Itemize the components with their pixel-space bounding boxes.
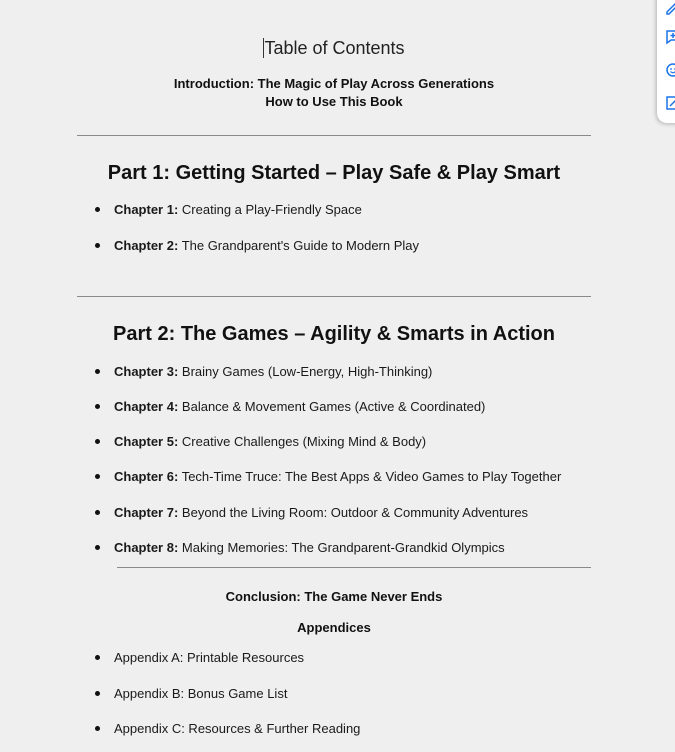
bullet [95, 207, 100, 212]
emoji-icon[interactable] [665, 62, 675, 78]
divider [117, 567, 591, 568]
appendices-heading: Appendices [297, 620, 371, 635]
suggest-edit-icon[interactable] [665, 95, 675, 111]
bullet [95, 243, 100, 248]
part-1-heading: Part 1: Getting Started – Play Safe & Play Smart [107, 162, 561, 184]
divider [77, 135, 591, 136]
appendix-item: Appendix C: Resources & Further Reading [114, 721, 361, 736]
bullet [95, 691, 100, 696]
bullet [95, 369, 100, 374]
appendix-item: Appendix B: Bonus Game List [114, 686, 288, 701]
toc-title[interactable]: Table of Contents [264, 38, 405, 58]
appendix-item: Appendix A: Printable Resources [114, 650, 305, 665]
edit-icon[interactable] [665, 0, 675, 16]
bullet [95, 726, 100, 731]
chapter-item: Chapter 7: Beyond the Living Room: Outdoor & Community Adventures [114, 505, 529, 520]
bullet [95, 545, 100, 550]
bullet [95, 439, 100, 444]
conclusion-heading: Conclusion: The Game Never Ends [225, 589, 443, 604]
chapter-item: Chapter 4: Balance & Movement Games (Active & Coordinated) [114, 399, 486, 414]
chapter-item: Chapter 6: Tech-Time Truce: The Best Apps & Video Games to Play Together [114, 469, 562, 484]
chapter-item: Chapter 1: Creating a Play-Friendly Space [114, 202, 362, 217]
bullet [95, 655, 100, 660]
chapter-item: Chapter 2: The Grandparent's Guide to Modern Play [114, 238, 420, 253]
chapter-item: Chapter 8: Making Memories: The Grandparent-Grandkid Olympics [114, 540, 505, 555]
chapter-item: Chapter 5: Creative Challenges (Mixing Mind & Body) [114, 434, 427, 449]
add-comment-icon[interactable] [665, 29, 675, 45]
divider [77, 296, 591, 297]
how-to-line: How to Use This Book [265, 94, 403, 109]
part-2-heading: Part 2: The Games – Agility & Smarts in Action [113, 323, 555, 345]
intro-line: Introduction: The Magic of Play Across Generations [173, 76, 495, 91]
bullet [95, 510, 100, 515]
chapter-item: Chapter 3: Brainy Games (Low-Energy, High-Thinking) [114, 364, 433, 379]
bullet [95, 474, 100, 479]
bullet [95, 404, 100, 409]
side-action-toolbar [657, 0, 675, 123]
